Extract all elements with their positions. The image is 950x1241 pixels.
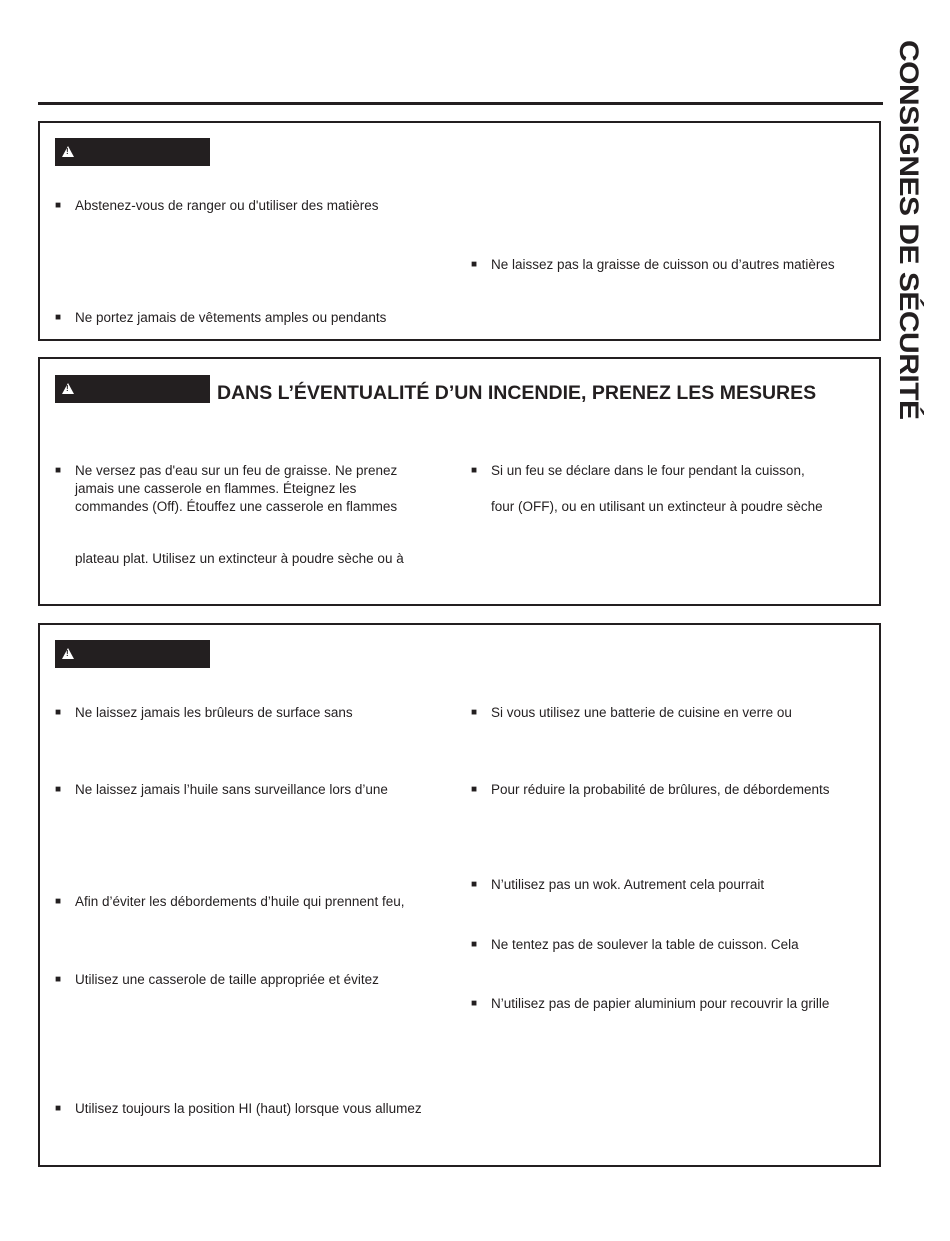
warning-triangle-icon bbox=[62, 146, 74, 157]
side-title-text: CONSIGNES DE SÉCURITÉ bbox=[893, 40, 924, 420]
bullet-icon: ■ bbox=[55, 974, 62, 985]
bullet-icon: ■ bbox=[55, 200, 62, 211]
section-heading: DANS L’ÉVENTUALITÉ D’UN INCENDIE, PRENEZ LES MESURES bbox=[217, 382, 817, 404]
bullet-icon: ■ bbox=[471, 465, 478, 476]
warning-triangle-icon bbox=[62, 648, 74, 659]
warning-box-3: ! ■ Ne laissez jamais les brûleurs de surface sans ■ Ne laissez jamais l’huile sans surveillance lors d’une ■ Afin d’éviter les débordements d’huile qui prennent feu, ■ Utilisez une casserole de taille appropriée et évitez ■ Utilisez toujours la position HI (haut) lorsque vous allumez ■ Si vous utilisez une batterie de cuisine en verre ou ■ Pour réduire la probabilité de brûlures, de débordements ■ N’utilisez pas un wok. Autrement cela pourrait ■ Ne tentez pas de soulever la table de cuisson. Cela ■ N’utilisez pas de papier aluminium pour recouvrir la grille bbox=[38, 623, 881, 1167]
bullet-icon: ■ bbox=[55, 312, 62, 323]
list-item-line: four (OFF), ou en utilisant un extincteur à poudre sèche bbox=[491, 499, 823, 514]
bullet-icon: ■ bbox=[55, 896, 62, 907]
bullet-icon: ■ bbox=[471, 784, 478, 795]
bullet-icon: ■ bbox=[55, 1103, 62, 1114]
warning-label bbox=[55, 138, 210, 166]
bullet-icon: ■ bbox=[55, 784, 62, 795]
list-item-line: jamais une casserole en flammes. Éteignez les bbox=[75, 481, 357, 496]
warning-triangle-icon bbox=[62, 383, 74, 394]
bullet-icon: ■ bbox=[471, 879, 478, 890]
warning-box-2: ! DANS L’ÉVENTUALITÉ D’UN INCENDIE, PRENEZ LES MESURES ■ Ne versez pas d'eau sur un feu de graisse. Ne prenez jamais une casserole en flammes. Éteignez les commandes (Off). Étouffez une casserole en flammes plateau plat. Utilisez un extincteur à poudre sèche ou à ■ Si un feu se déclare dans le four pendant la cuisson, four (OFF), ou en utilisant un extincteur à poudre sèche bbox=[38, 357, 881, 606]
warning-box-1: ! ■ Abstenez-vous de ranger ou d'utiliser des matières ■ Ne laissez pas la graisse de cuisson ou d’autres matières ■ Ne portez jamais de vêtements amples ou pendants bbox=[38, 121, 881, 341]
bullet-icon: ■ bbox=[55, 707, 62, 718]
warning-label bbox=[55, 640, 210, 668]
warning-label bbox=[55, 375, 210, 403]
bullet-icon: ■ bbox=[471, 259, 478, 270]
list-item-line: plateau plat. Utilisez un extincteur à poudre sèche ou à bbox=[75, 551, 404, 566]
side-title bbox=[893, 40, 950, 460]
bullet-icon: ■ bbox=[55, 465, 62, 476]
bullet-icon: ■ bbox=[471, 998, 478, 1009]
bullet-icon: ■ bbox=[471, 707, 478, 718]
bullet-icon: ■ bbox=[471, 939, 478, 950]
header-rule bbox=[38, 102, 883, 105]
list-item-line: commandes (Off). Étouffez une casserole en flammes bbox=[75, 499, 398, 514]
